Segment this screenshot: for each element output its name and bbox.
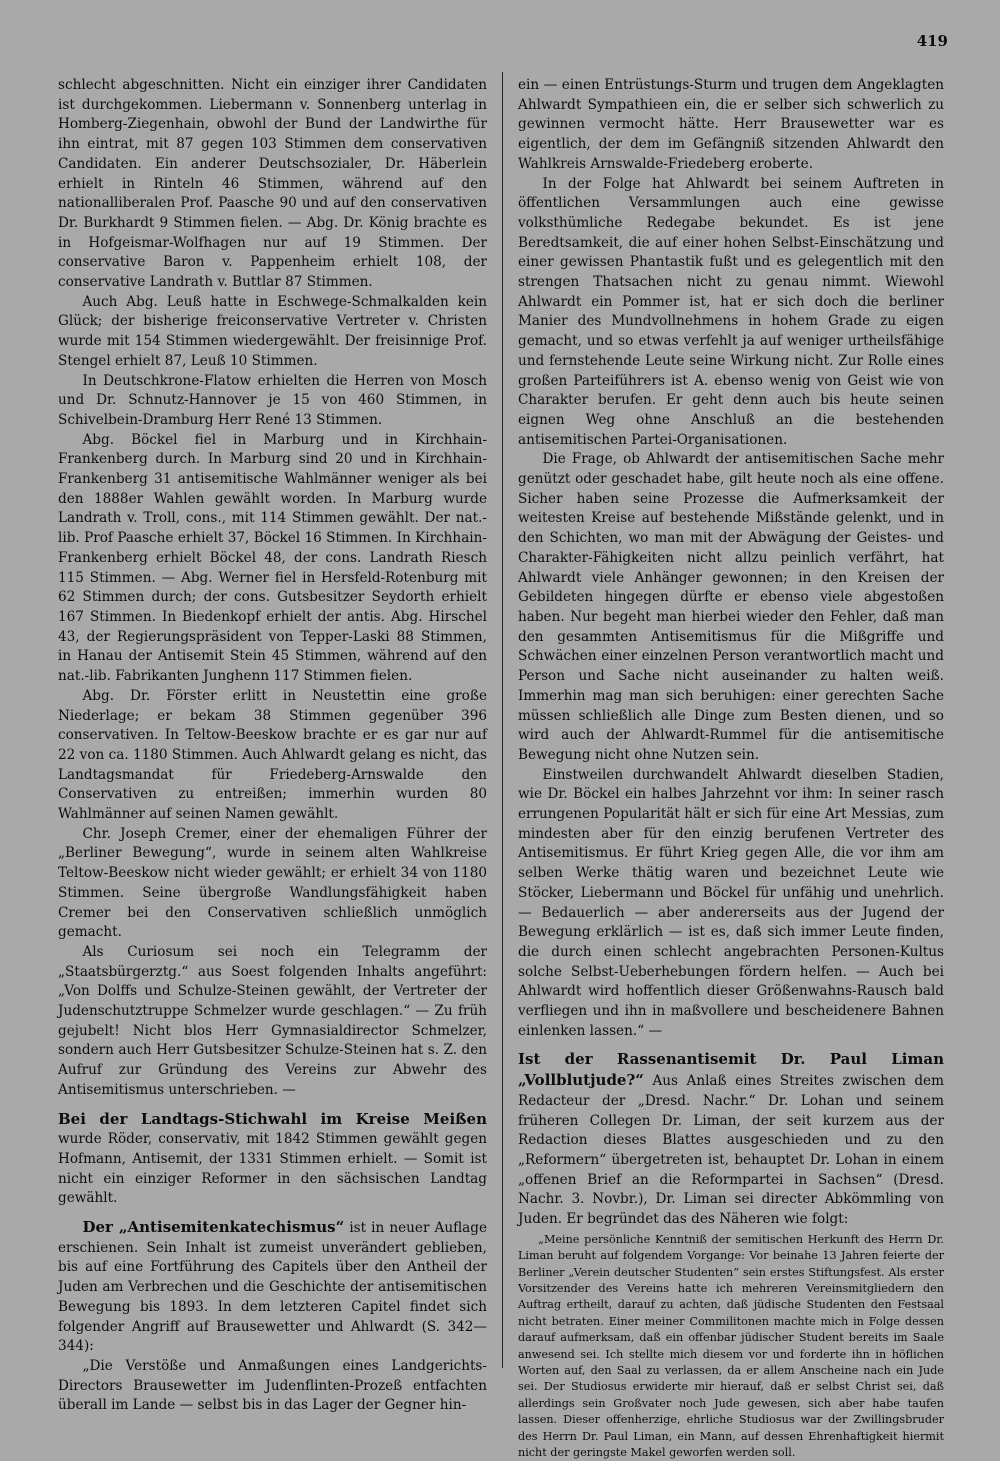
paragraph (58, 825, 487, 943)
section-separator (58, 1209, 487, 1218)
paragraph-text: Abg. Böckel fiel in Marburg und in Kirchhain-Frankenberg durch. In Marburg sind 20 und in Kirchhain-Frankenberg 31 antisemitische Wahlmänner weniger als bei den 1888er Wahlen gewählt worden. In Marburg wurde Landrath v. Troll, cons., mit 114 Stimmen gewählt. Der nat.-lib. Prof Paasche erhielt 37, Böckel 16 Stimmen. In Kirchhain-Frankenberg erhielt Böckel 48, der cons. Landrath Riesch 115 Stimmen. — Abg. Werner fiel in Hersfeld-Rotenburg mit 62 Stimmen durch; der cons. Gutsbesitzer Seydorth erhielt 167 Stimmen. In Biedenkopf erhielt der antis. Abg. Hirschel 43, der Regierungspräsident von Tepper-Laski 88 Stimmen, in Hanau der Antisemit Stein 45 Stimmen, während auf den nat.-lib. Fabrikanten Junghenn 117 Stimmen fielen. (58, 431, 487, 685)
paragraph-text: wurde Röder, conservativ, mit 1842 Stimmen gewählt gegen Hofmann, Antisemit, der 1331 Stimmen erhielt. — Somit ist nicht ein einziger Reformer in den sächsischen Landtag gewählt. (58, 1131, 487, 1207)
paragraph (58, 687, 487, 825)
paragraph-text: Auch Abg. Leuß hatte in Eschwege-Schmalkalden kein Glück; der bisherige freiconservative Vertreter v. Christen wurde mit 154 Stimmen wiedergewählt. Der freisinnige Prof. Stengel erhielt 87, Leuß 10 Stimmen. (58, 293, 487, 369)
paragraph-text: Einstweilen durchwandelt Ahlwardt dieselben Stadien, wie Dr. Böckel ein halbes Jahrzehnt vor ihm: In seiner rasch errungenen Popularität hält er sich für eine Art Messias, zum mindesten aber für den einzig berufenen Vertreter des Antisemitismus. Er führt Krieg gegen Alle, die vor ihm am selben Werke thätig waren und bezeichnet Leute wie Stöcker, Liebermann und Böckel für unfähig und unehrlich. — Bedauerlich — aber andererseits aus der Jugend der Bewegung erklärlich — ist es, daß sich immer Leute finden, die durch einen schlecht angebrachten Personen-Kultus solche Selbst-Ueberhebungen fördern helfen. — Auch bei Ahlwardt wird hoffentlich dieser Größenwahns-Rausch bald verfliegen und ihn in maßvollere und bescheidenere Bahnen einlenken lassen.“ — (518, 766, 944, 1039)
paragraph-text: In Deutschkrone-Flatow erhielten die Herren von Mosch und Dr. Schnutz-Hannover je 15 von 460 Stimmen, in Schivelbein-Dramburg Herr René 13 Stimmen. (58, 372, 487, 428)
paragraph-text: „Die Verstöße und Anmaßungen eines Landgerichts-Directors Brausewetter im Judenflinten-Prozeß entfachten überall im Lande — selbst bis in das Lager der Gegner hin- (58, 1358, 487, 1414)
paragraph (58, 431, 487, 687)
left-column (58, 76, 487, 1416)
paragraph (58, 1357, 487, 1416)
column-divider (502, 72, 503, 1368)
paragraph-text: ist in neuer Auflage erschienen. Sein Inhalt ist zumeist unverändert geblieben, bis auf eine Fortführung des Capitels über den Antheil der Juden am Verbrechen und die Geschichte der antisemitischen Bewegung bis 1893. In dem letzteren Capitel findet sich folgender Angriff auf Brausewetter und Ahlwardt (S. 342—344): (58, 1220, 487, 1355)
paragraph (58, 372, 487, 431)
paragraph (58, 943, 487, 1101)
paragraph-text: Abg. Dr. Förster erlitt in Neustettin eine große Niederlage; er bekam 38 Stimmen gegenüber 396 conservativen. In Teltow-Beeskow brachte er es gar nur auf 22 von ca. 1180 Stimmen. Auch Ahlwardt gelang es nicht, das Landtagsmandat für Friedeberg-Arnswalde den Conservativen zu entreißen; immerhin wurden 80 Wahlmänner auf seinen Namen gewählt. (58, 687, 487, 823)
article-heading: Bei der Landtags-Stichwahl im Kreise Meißen (58, 1109, 487, 1128)
paragraph-text: schlecht abgeschnitten. Nicht ein einziger ihrer Candidaten ist durchgekommen. Liebermann v. Sonnenberg unterlag in Homberg-Ziegenhain, obwohl der Bund der Landwirthe für ihn eintrat, mit 87 gegen 103 Stimmen dem conservativen Candidaten. Ein anderer Deutschsozialer, Dr. Häberlein erhielt in Rinteln 46 Stimmen, während auf den nationalliberalen Prof. Paasche 90 und auf den conservativen Dr. Burkhardt 9 Stimmen fielen. — Abg. Dr. König brachte es in Hofgeismar-Wolfhagen nur auf 19 Stimmen. Der conservative Baron v. Pappenheim erhielt 108, der conservative Landrath v. Buttlar 87 Stimmen. (58, 77, 487, 291)
section-separator (518, 1041, 944, 1050)
paragraph (518, 766, 944, 1042)
paragraph (58, 293, 487, 372)
paragraph-text: ein — einen Entrüstungs-Sturm und trugen dem Angeklagten Ahlwardt Sympathieen ein, die er selber sich schwerlich zu gewinnen vermocht hätte. Herr Brausewetter war es eigentlich, der dem im Gefängniß sitzenden Ahlwardt den Wahlkreis Arnswalde-Friedeberg eroberte. (518, 77, 944, 172)
page-number: 419 (916, 32, 948, 50)
right-column (518, 76, 944, 1461)
section-separator (58, 1101, 487, 1110)
article-heading: Der „Antisemitenkatechismus“ (82, 1218, 345, 1237)
article-paragraph-with-heading (58, 1110, 487, 1210)
paragraph (58, 76, 487, 293)
article-paragraph-with-heading (58, 1218, 487, 1357)
paragraph (518, 175, 944, 451)
paragraph (518, 450, 944, 765)
article-paragraph-with-heading (518, 1050, 944, 1229)
paragraph-text: Die Frage, ob Ahlwardt der antisemitischen Sache mehr genützt oder geschadet habe, gilt heute noch als eine offene. Sicher haben seine Prozesse die Aufmerksamkeit der weitesten Kreise auf bestehende Mißstände gelenkt, und in den Schichten, wo man mit der Abwägung der Geistes- und Charakter-Fähigkeiten nicht allzu peinlich verfährt, hat Ahlwardt viele Anhänger gewonnen; in den Kreisen der Gebildeten hingegen dürfte er ebenso viele abgestoßen haben. Nur begeht man hierbei wieder den Fehler, daß man den gesammten Antisemitismus für die Mißgriffe und Schwächen einer einzelnen Person verantwortlich macht und Person und Sache nicht auseinander zu halten weiß. Immerhin mag man sich beruhigen: einer gerechten Sache müssen schließlich alle Dinge zum Besten dienen, und so wird auch der Ahlwardt-Rummel für die antisemitische Bewegung nicht ohne Nutzen sein. (518, 451, 944, 763)
paragraph-text: Aus Anlaß eines Streites zwischen dem Redacteur der „Dresd. Nachr.“ Dr. Lohan und seinem früheren Collegen Dr. Liman, der seit kurzem aus der Redaction dieses Blattes ausgeschieden und zu den „Reformern“ übergetreten ist, behauptet Dr. Lohan in einem „offenen Brief an die Reformpartei in Sachsen“ (Dresd. Nachr. 3. Novbr.), Dr. Liman sei directer Abkömmling von Juden. Er begründet das des Näheren wie folgt: (518, 1073, 944, 1228)
article-heading: Ist der Rassenantisemit Dr. Paul Liman „Vollblutjude?“ (518, 1050, 944, 1090)
paragraph (518, 76, 944, 175)
paragraph-text: In der Folge hat Ahlwardt bei seinem Auftreten in öffentlichen Versammlungen auch eine gewisse volksthümliche Redegabe bekundet. Es ist jene Beredtsamkeit, die auf einer hohen Selbst-Einschätzung und einer gewissen Phantastik fußt und es gelegentlich mit den strengen Thatsachen nicht zu genau nimmt. Wiewohl Ahlwardt ein Pommer ist, hat er sich doch die berliner Manier des Mundvollnehmens in hohem Grade zu eigen gemacht, und so etwas verfehlt ja auf weniger urtheilsfähige und fernstehende Leute seine Wirkung nicht. Zur Rolle eines großen Parteiführers ist A. ebenso wenig von Geist wie von Charakter berufen. Er geht denn auch bis heute seinen eignen Weg ohne Anschluß an die bestehenden antisemitischen Partei-Organisationen. (518, 175, 944, 448)
paragraph-text: Als Curiosum sei noch ein Telegramm der „Staatsbürgerztg.“ aus Soest folgenden Inhalts angeführt: „Von Dolffs und Schulze-Steinen gewählt, der Vertreter der Judenschutztruppe Schmelzer wurde geschlagen.“ — Zu früh gejubelt! Nicht blos Herr Gymnasialdirector Schmelzer, sondern auch Herr Gutsbesitzer Schulze-Steinen hat s. Z. den Aufruf zur Gründung des Vereins zur Abwehr des Antisemitismus unterschrieben. — (58, 943, 487, 1098)
quote-text: „Meine persönliche Kenntniß der semitischen Herkunft des Herrn Dr. Liman beruht auf folgendem Vorgange: Vor beinahe 13 Jahren feierte der Berliner „Verein deutscher Studenten“ sein erstes Stiftungsfest. Als erster Vorsitzender des Vereins hatte ich mehreren Vereinsmitgliedern den Auftrag ertheilt, darauf zu achten, daß jüdische Studenten den Festsaal nicht betraten. Einer meiner Commilitonen machte mich in Folge dessen darauf aufmerksam, daß ein offenbar jüdischer Student bereits im Saale anwesend sei. Ich stellte mich diesem vor und forderte ihn in höflichen Worten auf, den Saal zu verlassen, da er allem Anscheine nach ein Jude sei. Der Studiosus erwiderte mir hierauf, daß er selbst Christ sei, daß allerdings sein Großvater noch Jude gewesen, sich aber habe taufen lassen. Dieser offenherzige, ehrliche Studiosus war der Zwillingsbruder des Herrn Dr. Paul Liman, ein Mann, auf dessen Ehrenhaftigkeit hiermit nicht der geringste Makel geworfen werden soll. (518, 1232, 944, 1460)
quoted-letter (518, 1232, 944, 1461)
paragraph-text: Chr. Joseph Cremer, einer der ehemaligen Führer der „Berliner Bewegung“, wurde in seinem alten Wahlkreise Teltow-Beeskow nicht wieder gewählt; er erhielt 34 von 1180 Stimmen. Seine übergroße Wandlungsfähigkeit haben Cremer bei den Conservativen schließlich unmöglich gemacht. (58, 825, 487, 941)
